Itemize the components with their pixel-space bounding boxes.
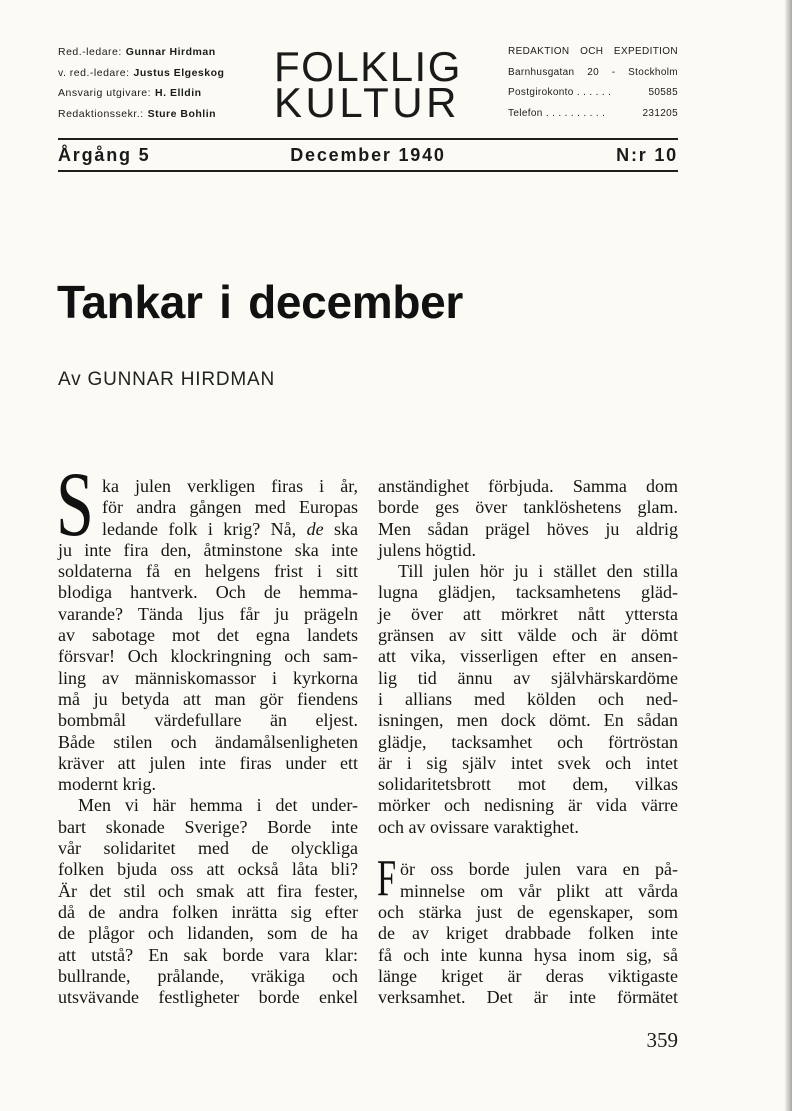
text-line: je över att mörkret nått yttersta — [378, 603, 678, 624]
text-line: bart skonade Sverige? Borde inte — [58, 816, 358, 837]
text-line: Men sådan prägel höves ju aldrig — [378, 518, 678, 539]
issue-number: N:r 10 — [616, 145, 678, 165]
text-line: verksamhet. Det är inte förmätet — [378, 987, 678, 1008]
issue-date: December 1940 — [290, 145, 446, 165]
staff-name: H. Elldin — [155, 87, 202, 100]
text-line: modernt krig. — [58, 774, 156, 795]
text-line: glädje, tacksamhet och förtröstan — [378, 731, 678, 752]
postgiro-row — [508, 83, 678, 104]
volume: Årgång 5 — [58, 145, 151, 165]
text-segment: ledande folk i krig? Nå, — [102, 518, 307, 539]
drop-cap: F — [377, 850, 397, 907]
staff-name: Justus Elgeskog — [133, 66, 225, 79]
text-line: anständighet förbjuda. Samma dom — [378, 476, 678, 496]
text-line: ör oss borde julen vara en på- — [400, 859, 678, 880]
text-line: de av kriget drabbade folken inte — [378, 923, 678, 944]
text-line: Men vi här hemma i det under- — [78, 795, 358, 816]
page-number: 359 — [646, 1028, 678, 1052]
left-column — [58, 476, 358, 1008]
right-column — [378, 476, 678, 1008]
postgiro-label: Postgirokonto . . . . . . — [508, 87, 612, 99]
article-byline: Av GUNNAR HIRDMAN — [58, 369, 275, 390]
staff-row — [58, 63, 238, 84]
staff-row — [58, 83, 238, 104]
article-title: Tankar i december — [57, 276, 464, 328]
staff-name: Sture Bohlin — [147, 108, 217, 121]
italic-word: de — [306, 518, 324, 539]
text-line: julens högtid. — [378, 539, 476, 560]
text-line: minnelse om vår plikt att vårda — [400, 880, 678, 901]
text-line: varande? Tända ljus får ju prägeln — [58, 603, 358, 624]
magazine-title-line-2: KULTUR — [274, 79, 460, 126]
text-line: i allians med kölden och ned- — [378, 688, 678, 709]
staff-name: Gunnar Hirdman — [125, 46, 216, 58]
editorial-staff — [58, 42, 238, 125]
text-line: soldaterna få en helgens frist i sitt — [58, 561, 358, 582]
text-line: må ju betyda att man gör fiendens — [58, 688, 358, 709]
drop-cap: S — [56, 453, 94, 555]
text-line: försvar! Och klockringning och sam- — [58, 646, 358, 667]
text-line: bombmål värdefullare än eljest. — [58, 710, 358, 731]
text-line: vår solidaritet med de olyckliga — [58, 838, 358, 859]
staff-row — [58, 42, 238, 63]
text-segment: ska — [323, 518, 358, 539]
text-line: solidaritetsbrott mot dem, vilkas — [378, 774, 678, 795]
text-line: isningen, men dock dömt. En sådan — [378, 710, 678, 731]
text-line: kräver att julen inte firas under ett — [58, 752, 358, 773]
issue-line — [58, 144, 678, 166]
text-line: Både stilen och ändamålsenligheten — [58, 731, 358, 752]
text-line: mörker och nedisning är vida värre — [378, 795, 678, 816]
text-line: och stärka just de egenskaper, som — [378, 901, 678, 922]
text-line: av sabotage mot det egna landets — [58, 625, 358, 646]
text-line: folken bjuda oss att också låta bli? — [58, 859, 358, 880]
text-line: att utstå? En sak borde vara klar: — [58, 944, 358, 965]
text-line: är i sig själv intet svek och intet — [378, 752, 678, 773]
phone-label: Telefon . . . . . . . . . . — [508, 108, 606, 120]
text-line: ju inte fira den, åtminstone ska inte — [58, 539, 358, 560]
text-line: borde ges över tanklöshetens glam. — [378, 497, 678, 518]
text-line: lugna glädjen, tacksamhetens gläd- — [378, 582, 678, 603]
bottom-rule — [58, 170, 678, 172]
text-line: då de andra folken inrätta sig efter — [58, 901, 358, 922]
text-line: för andra gången med Europas — [102, 497, 358, 518]
scan-edge-shadow — [785, 0, 792, 1111]
staff-role: v. red.-ledare: — [58, 66, 130, 79]
text-line: gränsen av sitt välde och är dömt — [378, 625, 678, 646]
phone-number: 231205 — [642, 108, 678, 120]
office-heading: REDAKTION OCH EXPEDITION — [508, 46, 678, 57]
text-line: få och inte kunna hysa inom sig, så — [378, 944, 678, 965]
text-line: lig tid ännu av självhärskardöme — [378, 667, 678, 688]
text-line: Till julen hör ju i stället den stilla — [398, 561, 678, 582]
text-line: ling av människomassor i kyrkorna — [58, 667, 358, 688]
postgiro-number: 50585 — [648, 87, 678, 99]
top-rule — [58, 138, 678, 140]
text-line: att vika, visserligen efter en ansen- — [378, 646, 678, 667]
office-info — [508, 42, 678, 125]
text-line: bullrande, prålande, vräkiga och — [58, 965, 358, 986]
text-line: Är det stil och smak att fira fester, — [58, 880, 358, 901]
text-line: och av ovissare varaktighet. — [378, 816, 579, 837]
text-line: länge kriget är deras viktigaste — [378, 965, 678, 986]
office-address: Barnhusgatan 20 - Stockholm — [508, 66, 678, 78]
text-line: utsvävande festligheter borde enkel — [58, 987, 358, 1008]
text-line: ka julen verkligen firas i år, — [102, 476, 358, 496]
magazine-title-line-1: FOLKLIG — [274, 43, 462, 90]
staff-row — [58, 104, 238, 125]
staff-role: Red.-ledare: — [58, 46, 122, 58]
staff-role: Ansvarig utgivare: — [58, 87, 152, 100]
text-line — [58, 519, 358, 540]
staff-role: Redaktionssekr.: — [58, 108, 144, 121]
paragraph-gap — [378, 838, 678, 859]
text-line: de plågor och lidanden, som de ha — [58, 923, 358, 944]
phone-row — [508, 104, 678, 125]
text-line: blodiga hantverk. Och de hemma- — [58, 582, 358, 603]
